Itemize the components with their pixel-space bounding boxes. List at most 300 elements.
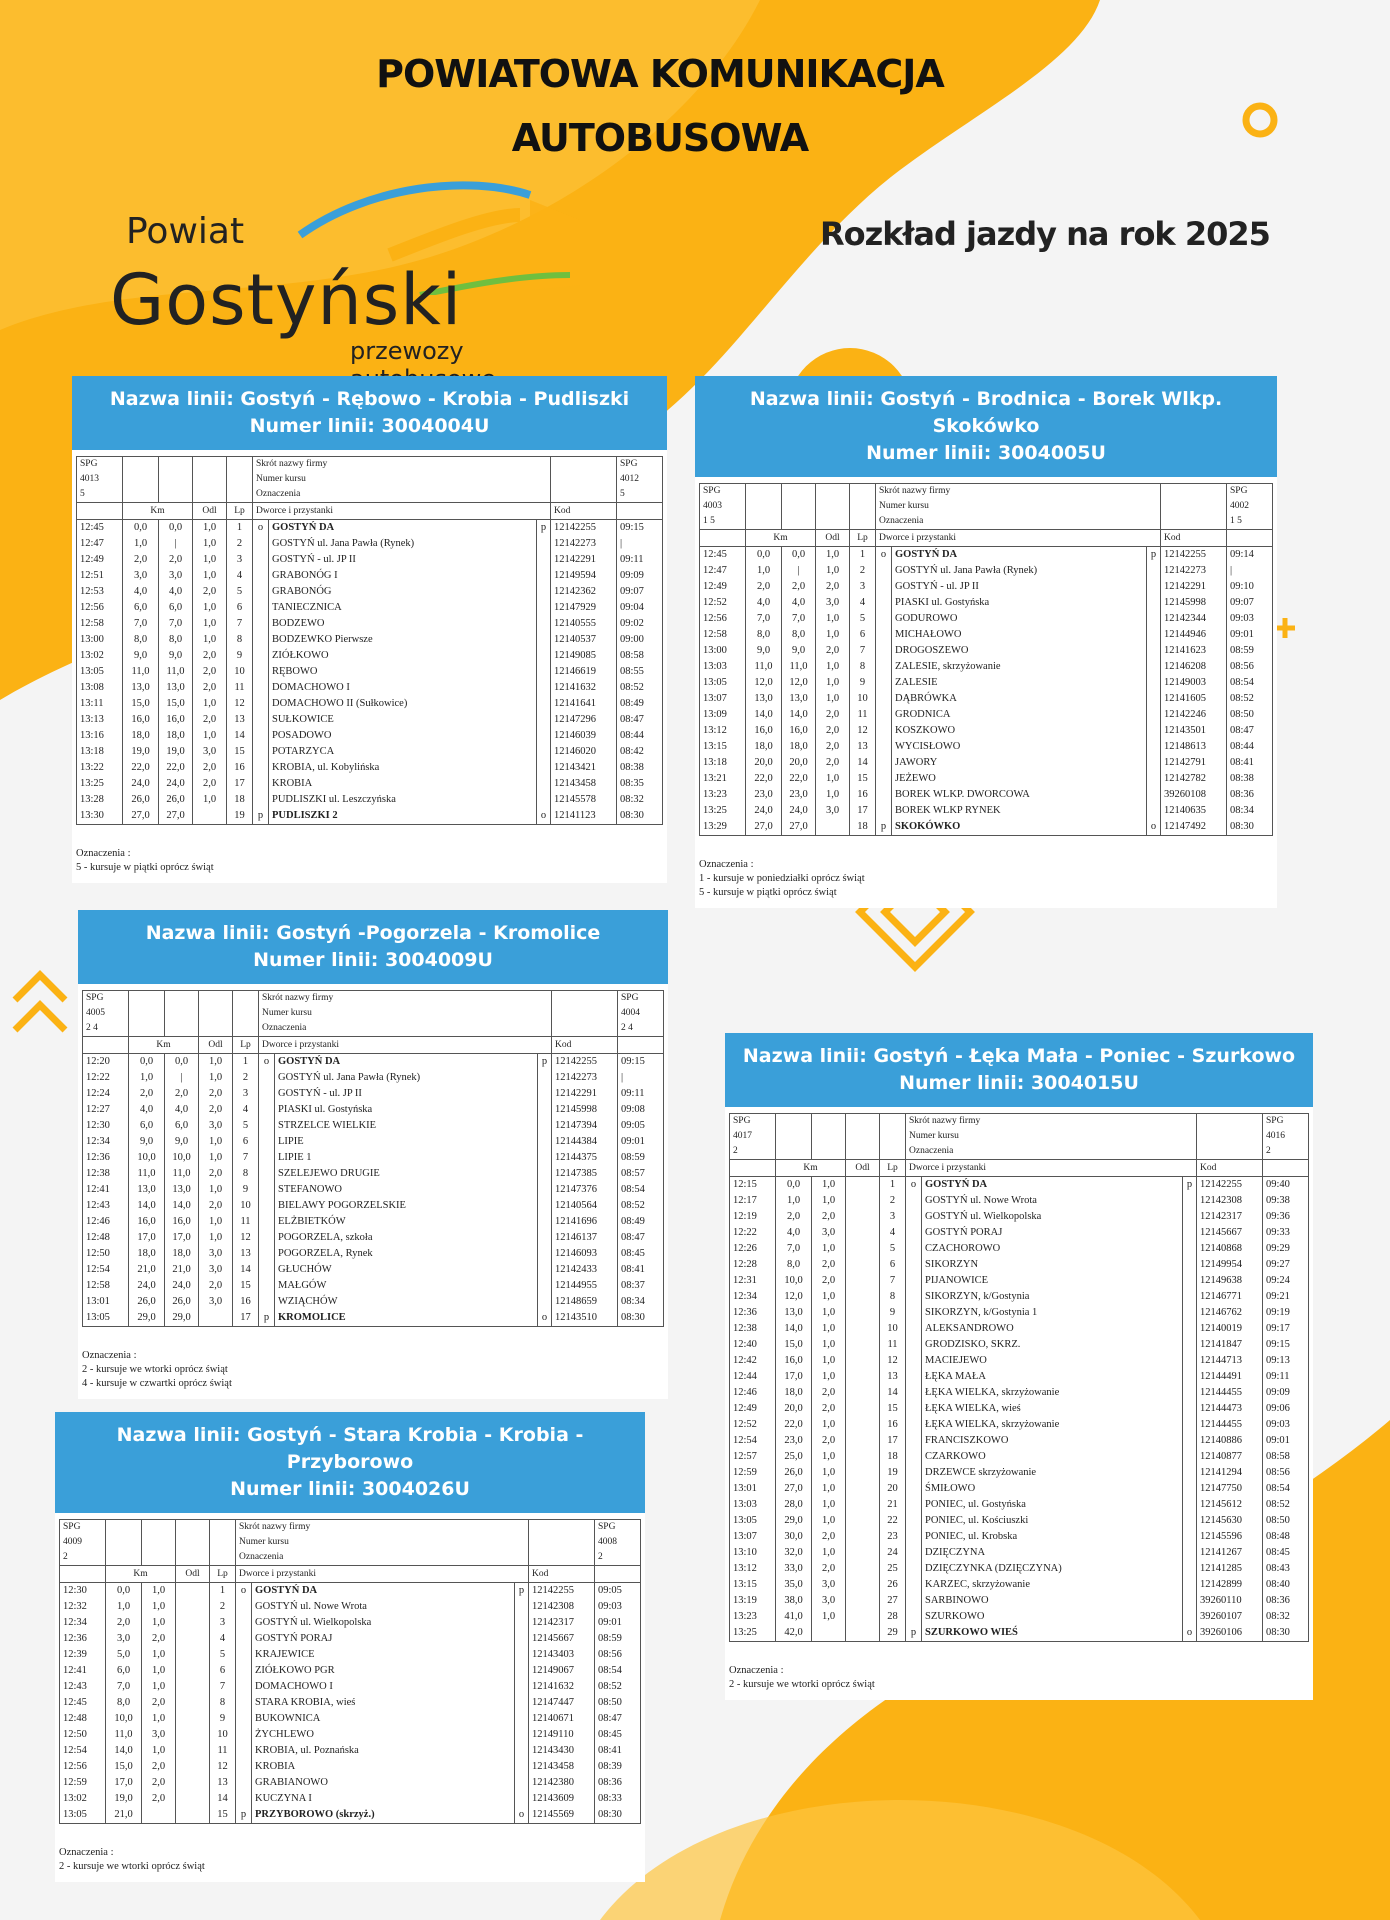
table-cell <box>1263 1160 1309 1177</box>
stop-code: 12143609 <box>529 1791 595 1807</box>
timetable-row <box>83 1102 664 1118</box>
odl-value: 2,0 <box>193 760 227 776</box>
stop-mark-right <box>536 680 550 696</box>
km-value-2: 24,0 <box>782 803 816 819</box>
km-value-2: 2,0 <box>812 1561 846 1577</box>
timetable-row <box>700 787 1273 803</box>
stop-mark-left <box>906 1433 922 1449</box>
column-header-row <box>60 1566 641 1583</box>
stops-header: Dworce i przystanki <box>876 530 1161 547</box>
stop-mark-right <box>1182 1481 1196 1497</box>
lp-value: 13 <box>227 712 253 728</box>
lp-value: 2 <box>210 1599 236 1615</box>
km-value-2: 26,0 <box>165 1294 199 1310</box>
km-value-2: 27,0 <box>782 819 816 836</box>
stop-code: 12142291 <box>1161 579 1227 595</box>
km-value: 13,0 <box>129 1182 165 1198</box>
logo-powiat-text: Powiat <box>126 211 245 252</box>
stop-mark-left <box>236 1695 252 1711</box>
table-cell <box>746 484 782 500</box>
departure-time: 12:41 <box>60 1663 106 1679</box>
km-value-2: 1,0 <box>812 1513 846 1529</box>
km-value: 6,0 <box>123 600 159 616</box>
table-cell <box>123 457 159 473</box>
stop-name: GOSTYŃ ul. Wielkopolska <box>922 1209 1183 1225</box>
stop-code: 12144473 <box>1197 1401 1263 1417</box>
stop-code: 12145612 <box>1197 1497 1263 1513</box>
stop-mark-left <box>906 1561 922 1577</box>
stop-mark-left <box>236 1647 252 1663</box>
return-time: 08:36 <box>595 1775 641 1791</box>
lp-value: 7 <box>210 1679 236 1695</box>
km-value: 4,0 <box>776 1225 812 1241</box>
lp-value: 4 <box>210 1631 236 1647</box>
meta-row <box>77 457 663 473</box>
km-value-2: 1,0 <box>142 1711 176 1727</box>
table-cell <box>812 1129 846 1144</box>
notes <box>729 1664 1309 1692</box>
stop-name: GOSTYŃ ul. Jana Pawła (Rynek) <box>269 536 537 552</box>
line-number: Numer linii: 3004026U <box>230 1478 470 1500</box>
stop-mark-right: p <box>514 1583 528 1600</box>
km-value-2: | <box>782 563 816 579</box>
stop-name: KROBIA <box>269 776 537 792</box>
km-value: 14,0 <box>776 1321 812 1337</box>
odl-value: 2,0 <box>816 739 850 755</box>
stop-mark-right <box>536 728 550 744</box>
km-value-2: 27,0 <box>159 808 193 825</box>
departure-time: 13:01 <box>730 1481 776 1497</box>
return-time: 09:06 <box>1263 1401 1309 1417</box>
stop-mark-left <box>906 1353 922 1369</box>
km-value-2: 1,0 <box>142 1743 176 1759</box>
stop-mark-left <box>906 1449 922 1465</box>
lp-value: 13 <box>233 1246 259 1262</box>
stop-name: GOSTYŃ DA <box>252 1583 515 1600</box>
km-value-2: 17,0 <box>165 1230 199 1246</box>
departure-time: 12:48 <box>60 1711 106 1727</box>
km-value-2: 1,0 <box>812 1193 846 1209</box>
stop-mark-left <box>236 1759 252 1775</box>
return-time: 09:36 <box>1263 1209 1309 1225</box>
timetable-row <box>730 1385 1309 1401</box>
return-time: 09:27 <box>1263 1257 1309 1273</box>
table-cell <box>165 991 199 1007</box>
table-cell <box>233 991 259 1007</box>
timetable-row <box>700 819 1273 836</box>
km-value: 18,0 <box>129 1246 165 1262</box>
stop-name: STRZELCE WIELKIE <box>275 1118 538 1134</box>
stop-name: GOSTYŃ - ul. JP II <box>275 1086 538 1102</box>
timetable-row <box>730 1449 1309 1465</box>
stop-mark-left: p <box>236 1807 252 1824</box>
stop-name: GOSTYŃ PORAJ <box>922 1225 1183 1241</box>
stop-code: 39260106 <box>1197 1625 1263 1642</box>
logo-tagline: przewozy <box>350 337 464 365</box>
notes <box>76 847 663 875</box>
table-cell <box>529 1520 595 1536</box>
stop-mark-right <box>537 1246 551 1262</box>
stop-mark-left <box>906 1289 922 1305</box>
odl-value: 2,0 <box>199 1086 233 1102</box>
stop-name: GOSTYŃ - ul. JP II <box>269 552 537 568</box>
lp-value: 9 <box>210 1711 236 1727</box>
odl-value: 2,0 <box>816 707 850 723</box>
km-value-2: 2,0 <box>812 1433 846 1449</box>
table-cell <box>159 457 193 473</box>
stop-name: BODZEWKO Pierwsze <box>269 632 537 648</box>
km-value: 33,0 <box>776 1561 812 1577</box>
departure-time: 12:59 <box>730 1465 776 1481</box>
stop-code: 12148659 <box>552 1294 618 1310</box>
stop-code: 12142899 <box>1197 1577 1263 1593</box>
odl-value <box>846 1401 880 1417</box>
stop-mark-right <box>536 632 550 648</box>
table-cell <box>850 514 876 530</box>
lp-value: 4 <box>227 568 253 584</box>
stop-name: CZARKOWO <box>922 1449 1183 1465</box>
lp-value: 5 <box>880 1241 906 1257</box>
table-cell <box>123 487 159 503</box>
timetable-row <box>700 707 1273 723</box>
km-value: 27,0 <box>123 808 159 825</box>
stop-name: ZALESIE <box>892 675 1147 691</box>
stop-mark-left <box>253 536 269 552</box>
timetable-row <box>60 1679 641 1695</box>
departure-time: 12:28 <box>730 1257 776 1273</box>
lp-value: 18 <box>850 819 876 836</box>
stop-mark-left <box>876 579 892 595</box>
timetable-card <box>78 910 668 1399</box>
stops-header: Dworce i przystanki <box>259 1037 552 1054</box>
lp-value: 9 <box>227 648 253 664</box>
lp-value: 6 <box>850 627 876 643</box>
stop-mark-right <box>514 1759 528 1775</box>
km-value-2 <box>142 1807 176 1824</box>
km-value: 10,0 <box>106 1711 142 1727</box>
odl-value: 3,0 <box>193 744 227 760</box>
return-time: 08:44 <box>617 728 663 744</box>
km-value-2: 1,0 <box>812 1353 846 1369</box>
stop-mark-right <box>537 1086 551 1102</box>
stop-name: JAWORY <box>892 755 1147 771</box>
departure-time: 12:26 <box>730 1241 776 1257</box>
timetable-sheet <box>72 450 667 883</box>
column-header-row <box>83 1037 664 1054</box>
km-value-2: 8,0 <box>159 632 193 648</box>
table-cell <box>199 1021 233 1037</box>
km-header: Km <box>123 503 193 520</box>
stop-mark-left: p <box>876 819 892 836</box>
return-time: 09:38 <box>1263 1193 1309 1209</box>
departure-time: 12:47 <box>700 563 746 579</box>
table-cell <box>816 499 850 514</box>
timetable-row <box>730 1561 1309 1577</box>
odl-value: 1,0 <box>816 563 850 579</box>
km-value: 4,0 <box>746 595 782 611</box>
lp-value: 10 <box>880 1321 906 1337</box>
odl-value: 1,0 <box>816 627 850 643</box>
table-cell <box>776 1114 812 1130</box>
km-value: 0,0 <box>123 520 159 537</box>
lp-value: 7 <box>233 1150 259 1166</box>
departure-time: 13:13 <box>77 712 123 728</box>
lp-value: 17 <box>850 803 876 819</box>
stop-mark-left <box>253 792 269 808</box>
departure-time: 13:22 <box>77 760 123 776</box>
km-value-2: 8,0 <box>782 627 816 643</box>
km-value: 8,0 <box>776 1257 812 1273</box>
stop-code: 12142255 <box>1197 1177 1263 1194</box>
return-time: 08:47 <box>618 1230 664 1246</box>
stop-code: 12142317 <box>1197 1209 1263 1225</box>
stop-code: 12146762 <box>1197 1305 1263 1321</box>
left-mark: 2 <box>60 1550 106 1566</box>
line-number: Numer linii: 3004005U <box>866 442 1106 464</box>
line-name: Nazwa linii: Gostyń - Stara Krobia - Krobia - Przyborowo <box>116 1424 584 1473</box>
odl-value <box>176 1791 210 1807</box>
return-time: 09:15 <box>618 1054 664 1071</box>
departure-time: 12:49 <box>730 1401 776 1417</box>
stop-mark-right <box>514 1775 528 1791</box>
left-mark: 1 5 <box>700 514 746 530</box>
table-cell <box>83 1037 129 1054</box>
lp-value: 7 <box>227 616 253 632</box>
km-value: 17,0 <box>129 1230 165 1246</box>
timetable-row <box>77 776 663 792</box>
lp-value: 2 <box>233 1070 259 1086</box>
odl-value <box>176 1759 210 1775</box>
km-value: 0,0 <box>746 547 782 564</box>
stop-mark-right <box>1146 723 1160 739</box>
departure-time: 13:30 <box>77 808 123 825</box>
lp-value: 5 <box>210 1647 236 1663</box>
stop-name: GOSTYŃ PORAJ <box>252 1631 515 1647</box>
kod-header: Kod <box>529 1566 595 1583</box>
return-time: 08:38 <box>1227 771 1273 787</box>
odl-value <box>176 1583 210 1600</box>
stop-code: 12144455 <box>1197 1417 1263 1433</box>
departure-time: 12:39 <box>60 1647 106 1663</box>
timetable-row <box>700 643 1273 659</box>
odl-value <box>846 1305 880 1321</box>
timetable-row <box>730 1273 1309 1289</box>
km-value-2: 1,0 <box>812 1177 846 1194</box>
stop-mark-right <box>1182 1577 1196 1593</box>
table-cell <box>129 991 165 1007</box>
km-value-2: 1,0 <box>142 1599 176 1615</box>
stop-mark-left <box>876 675 892 691</box>
km-value-2: 1,0 <box>812 1241 846 1257</box>
stop-name: SIKORZYN, k/Gostynia <box>922 1289 1183 1305</box>
stop-code: 12141294 <box>1197 1465 1263 1481</box>
timetable-row <box>730 1401 1309 1417</box>
return-time: 09:02 <box>617 616 663 632</box>
departure-time: 13:08 <box>77 680 123 696</box>
lp-value: 21 <box>880 1497 906 1513</box>
odl-value <box>846 1177 880 1194</box>
meta-row <box>60 1535 641 1550</box>
stop-mark-right <box>536 664 550 680</box>
departure-time: 12:43 <box>83 1198 129 1214</box>
timetable-row <box>730 1593 1309 1609</box>
stop-mark-left <box>876 803 892 819</box>
stop-code: 12142344 <box>1161 611 1227 627</box>
stop-mark-left <box>259 1294 275 1310</box>
km-value: 13,0 <box>746 691 782 707</box>
odl-value: 1,0 <box>816 787 850 803</box>
odl-value: 2,0 <box>193 776 227 792</box>
stop-mark-right <box>1146 675 1160 691</box>
odl-value: 2,0 <box>193 680 227 696</box>
km-value-2: 6,0 <box>159 600 193 616</box>
stop-name: PUDLISZKI ul. Leszczyńska <box>269 792 537 808</box>
km-value-2: 11,0 <box>782 659 816 675</box>
right-code: SPG <box>618 991 664 1007</box>
stop-mark-left <box>259 1102 275 1118</box>
stop-code: 12143430 <box>529 1743 595 1759</box>
timetable-row <box>60 1663 641 1679</box>
km-value: 11,0 <box>123 664 159 680</box>
lp-value: 8 <box>880 1289 906 1305</box>
km-value: 16,0 <box>776 1353 812 1369</box>
timetable-row <box>60 1759 641 1775</box>
stop-code: 12142273 <box>551 536 617 552</box>
lp-value: 6 <box>880 1257 906 1273</box>
table-cell <box>1161 484 1227 500</box>
table-cell <box>1227 530 1273 547</box>
marks-label: Oznaczenia <box>259 1021 552 1037</box>
stop-name: GOSTYŃ - ul. JP II <box>892 579 1147 595</box>
line-name: Nazwa linii: Gostyń - Rębowo - Krobia - Pudliszki <box>109 388 630 410</box>
lp-value: 10 <box>850 691 876 707</box>
stop-mark-left <box>906 1209 922 1225</box>
stop-code: 12140877 <box>1197 1449 1263 1465</box>
km-value-2: 0,0 <box>782 547 816 564</box>
timetable-row <box>700 547 1273 564</box>
km-value-2: | <box>159 536 193 552</box>
stop-code: 12142380 <box>529 1775 595 1791</box>
return-time: 08:50 <box>595 1695 641 1711</box>
stop-name: MACIEJEWO <box>922 1353 1183 1369</box>
timetable-row <box>83 1134 664 1150</box>
odl-value: 1,0 <box>193 568 227 584</box>
stop-mark-right: o <box>536 808 550 825</box>
lp-value: 13 <box>880 1369 906 1385</box>
table-cell <box>129 1021 165 1037</box>
stop-code: 12147929 <box>551 600 617 616</box>
stop-mark-right <box>514 1727 528 1743</box>
return-time: 08:41 <box>618 1262 664 1278</box>
stop-mark-right <box>514 1631 528 1647</box>
note-item: 2 - kursuje we wtorki oprócz świąt <box>729 1679 875 1690</box>
stop-code: 12147750 <box>1197 1481 1263 1497</box>
km-value: 9,0 <box>746 643 782 659</box>
logo-name-text: Gostyński <box>110 259 463 341</box>
km-value-2: 3,0 <box>812 1577 846 1593</box>
timetable-card <box>72 376 667 883</box>
stop-mark-left <box>876 739 892 755</box>
stop-mark-right <box>514 1711 528 1727</box>
return-time: 08:54 <box>1227 675 1273 691</box>
stop-code: 12148613 <box>1161 739 1227 755</box>
stop-mark-right <box>537 1150 551 1166</box>
lp-value: 17 <box>880 1433 906 1449</box>
stop-mark-right <box>514 1791 528 1807</box>
km-value-2: 2,0 <box>142 1695 176 1711</box>
stops-header: Dworce i przystanki <box>253 503 551 520</box>
stop-mark-left <box>236 1663 252 1679</box>
stop-mark-left <box>253 632 269 648</box>
stop-mark-left <box>253 696 269 712</box>
timetable-row <box>60 1711 641 1727</box>
stop-code: 12141623 <box>1161 643 1227 659</box>
departure-time: 13:11 <box>77 696 123 712</box>
km-value-2: 1,0 <box>142 1647 176 1663</box>
km-value: 3,0 <box>123 568 159 584</box>
km-value: 20,0 <box>746 755 782 771</box>
return-time: 08:59 <box>618 1150 664 1166</box>
departure-time: 13:15 <box>700 739 746 755</box>
km-value-2: 23,0 <box>782 787 816 803</box>
timetable-row <box>730 1625 1309 1642</box>
kod-header: Kod <box>551 503 617 520</box>
lp-value: 9 <box>233 1182 259 1198</box>
odl-value <box>846 1481 880 1497</box>
table-cell <box>850 499 876 514</box>
departure-time: 12:59 <box>60 1775 106 1791</box>
km-value-2: 9,0 <box>159 648 193 664</box>
km-value-2: 14,0 <box>165 1198 199 1214</box>
return-time: 09:03 <box>595 1599 641 1615</box>
stop-mark-right <box>536 568 550 584</box>
odl-value: 2,0 <box>199 1198 233 1214</box>
km-value-2: 1,0 <box>812 1289 846 1305</box>
table-cell <box>846 1129 880 1144</box>
km-value: 1,0 <box>129 1070 165 1086</box>
stop-mark-left: o <box>236 1583 252 1600</box>
stop-name: GOSTYŃ ul. Jana Pawła (Rynek) <box>892 563 1147 579</box>
return-time: 09:03 <box>1227 611 1273 627</box>
stop-code: 12146020 <box>551 744 617 760</box>
departure-time: 12:53 <box>77 584 123 600</box>
stop-mark-left <box>906 1577 922 1593</box>
stop-mark-left <box>259 1214 275 1230</box>
stop-code: 12149638 <box>1197 1273 1263 1289</box>
departure-time: 13:07 <box>700 691 746 707</box>
km-value-2: 24,0 <box>159 776 193 792</box>
return-time: 09:08 <box>618 1102 664 1118</box>
lp-value: 11 <box>210 1743 236 1759</box>
km-value: 42,0 <box>776 1625 812 1642</box>
table-cell <box>199 1006 233 1021</box>
departure-time: 13:09 <box>700 707 746 723</box>
stop-mark-left <box>253 568 269 584</box>
km-value-2: 9,0 <box>165 1134 199 1150</box>
stop-code: 12149085 <box>551 648 617 664</box>
departure-time: 13:25 <box>77 776 123 792</box>
stop-mark-right <box>536 760 550 776</box>
km-value: 7,0 <box>746 611 782 627</box>
timetable-row <box>77 632 663 648</box>
stop-mark-right <box>1182 1417 1196 1433</box>
departure-time: 13:25 <box>700 803 746 819</box>
stop-mark-right <box>536 712 550 728</box>
stop-name: GRABONÓG I <box>269 568 537 584</box>
stop-mark-right <box>1182 1193 1196 1209</box>
timetable-row <box>730 1257 1309 1273</box>
stop-mark-right <box>1182 1353 1196 1369</box>
